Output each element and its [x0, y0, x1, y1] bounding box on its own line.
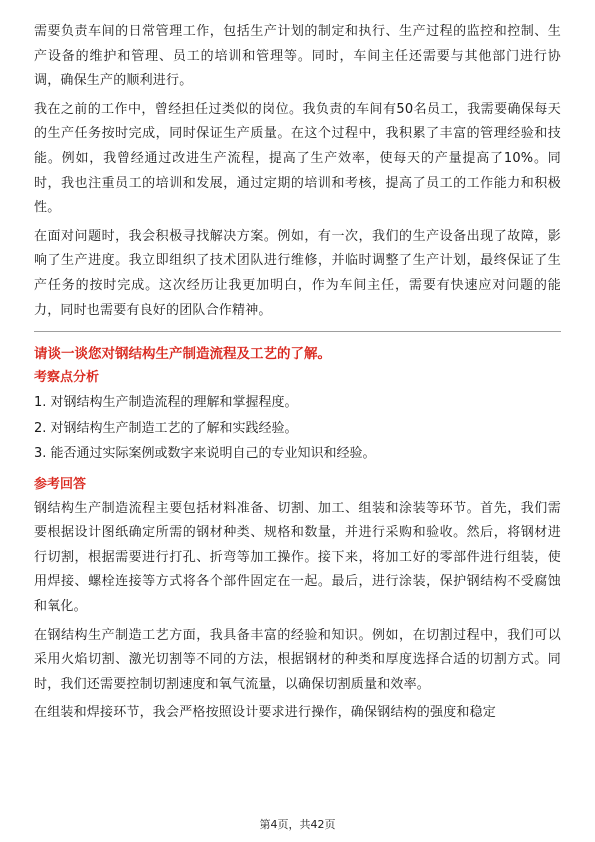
page-number: 第4页，共42页 — [259, 818, 336, 831]
analysis-item-2: 2. 对钢结构生产制造工艺的了解和实践经验。 — [34, 420, 298, 436]
answer-title: 参考回答 — [34, 476, 87, 492]
section-divider — [34, 331, 561, 332]
intro-paragraph-1: 需要负责车间的日常管理工作，包括生产计划的制定和执行、生产过程的监控和控制、生产设备的维护和管理、员工的培训和管理等。同时，车间主任还需要与其他部门进行协调，确保生产的顺利进行。 — [34, 24, 561, 89]
analysis-item-3: 3. 能否通过实际案例或数字来说明自己的专业知识和经验。 — [34, 446, 376, 462]
question-heading: 请谈一谈您对钢结构生产制造流程及工艺的了解。 — [34, 346, 331, 363]
intro-paragraph-2: 我在之前的工作中，曾经担任过类似的岗位。我负责的车间有50名员工，我需要确保每天的生产任务按时完成，同时保证生产质量。在这个过程中，我积累了丰富的管理经验和技能。例如，我曾经通过改进生产流程，提高了生产效率，使每天的产量提高了10%。同时，我也注重员工的培训和发展，通过定期的培训和考核，提高了员工的工作能力和积极性。 — [34, 101, 561, 216]
answer-paragraph-1: 钢结构生产制造流程主要包括材料准备、切割、加工、组装和涂装等环节。首先，我们需要根据设计图纸确定所需的钢材种类、规格和数量，并进行采购和验收。然后，将钢材进行切割，根据需要进行打孔、折弯等加工操作。接下来，将加工好的零部件进行组装，使用焊接、螺栓连接等方式将各个部件固定在一起。最后，进行涂装，保护钢结构不受腐蚀和氧化。 — [34, 500, 561, 614]
answer-paragraph-3: 在组装和焊接环节，我会严格按照设计要求进行操作，确保钢结构的强度和稳定 — [34, 705, 497, 721]
answer-paragraph-2: 在钢结构生产制造工艺方面，我具备丰富的经验和知识。例如，在切割过程中，我们可以采用火焰切割、激光切割等不同的方法，根据钢材的种类和厚度选择合适的切割方式。同时，我们还需要控制切割速度和氧气流量，以确保切割质量和效率。 — [34, 627, 561, 692]
intro-paragraph-3: 在面对问题时，我会积极寻找解决方案。例如，有一次，我们的生产设备出现了故障，影响了生产进度。我立即组织了技术团队进行维修，并临时调整了生产计划，最终保证了生产任务的按时完成。这次经历让我更加明白，作为车间主任，需要有快速应对问题的能力，同时也需要有良好的团队合作精神。 — [34, 228, 561, 318]
analysis-title: 考察点分析 — [34, 370, 100, 386]
document-page — [34, 20, 561, 730]
analysis-item-1: 1. 对钢结构生产制造流程的理解和掌握程度。 — [34, 395, 298, 411]
